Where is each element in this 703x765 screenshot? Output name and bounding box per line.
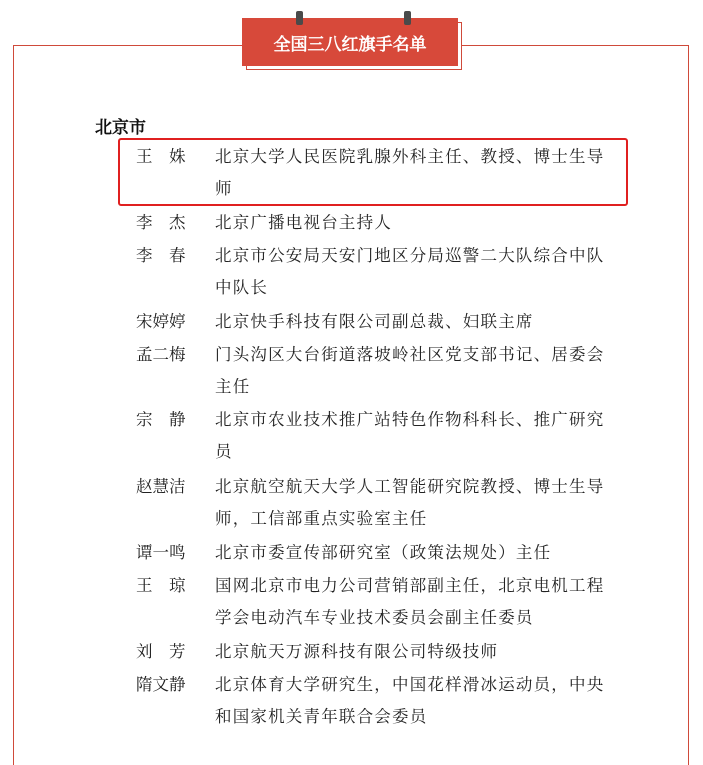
entry-name: 隋文静 — [136, 675, 186, 694]
entry-desc: 北京市公安局天安门地区分局巡警二大队综合中队中队长 — [215, 246, 605, 297]
title-banner — [242, 18, 466, 70]
entry-desc: 北京体育大学研究生，中国花样滑冰运动员，中央和国家机关青年联合会委员 — [215, 675, 605, 726]
pin-icon — [404, 11, 411, 25]
entry-desc: 北京航空航天大学人工智能研究院教授、博士生导师，工信部重点实验室主任 — [215, 477, 605, 528]
entry-desc: 北京市农业技术推广站特色作物科科长、推广研究员 — [215, 410, 605, 461]
entry-name: 王 姝 — [136, 147, 186, 166]
entry-name: 刘 芳 — [136, 642, 186, 661]
entry-desc: 国网北京市电力公司营销部副主任，北京电机工程学会电动汽车专业技术委员会副主任委员 — [215, 576, 605, 627]
entry-name: 宗 静 — [136, 410, 186, 429]
entry-name: 宋婷婷 — [136, 312, 186, 331]
entry-name: 李 春 — [136, 246, 186, 265]
entry-name: 孟二梅 — [136, 345, 186, 364]
entry-name: 谭一鸣 — [136, 543, 186, 562]
entry-desc: 门头沟区大台街道落坡岭社区党支部书记、居委会主任 — [215, 345, 605, 396]
entry-desc: 北京大学人民医院乳腺外科主任、教授、博士生导师 — [215, 147, 605, 198]
entry-desc: 北京快手科技有限公司副总裁、妇联主席 — [215, 312, 534, 331]
entry-name: 王 琼 — [136, 576, 186, 595]
pin-icon — [296, 11, 303, 25]
entry-desc: 北京航天万源科技有限公司特级技师 — [215, 642, 499, 661]
page-title: 全国三八红旗手名单 — [242, 18, 458, 66]
entry-name: 赵慧洁 — [136, 477, 186, 496]
entry-name: 李 杰 — [136, 213, 186, 232]
entry-desc: 北京市委宣传部研究室（政策法规处）主任 — [215, 543, 552, 562]
entry-desc: 北京广播电视台主持人 — [215, 213, 392, 232]
section-heading: 北京市 — [95, 118, 146, 138]
